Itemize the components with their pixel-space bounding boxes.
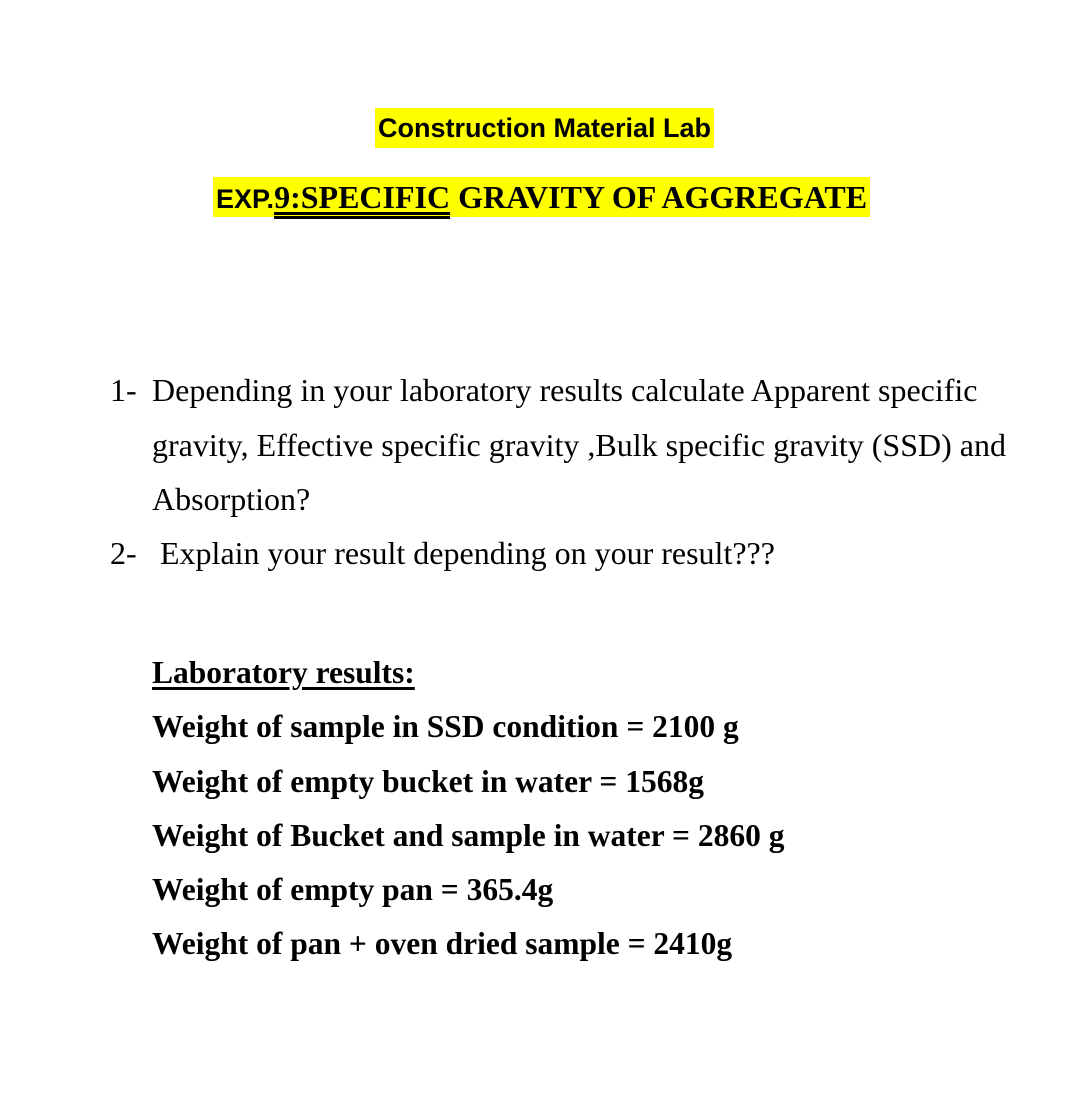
result-item: Weight of empty bucket in water = 1568g <box>152 763 704 799</box>
question-line: gravity, Effective specific gravity ,Bulk specific gravity (SSD) and <box>152 427 1006 463</box>
question-line: Absorption? <box>152 481 311 517</box>
results-heading: Laboratory results: <box>152 655 415 690</box>
experiment-number: 9:SPECIFIC <box>274 179 451 215</box>
question-number: 2- <box>110 535 137 571</box>
result-item: Weight of pan + oven dried sample = 2410g <box>152 926 733 962</box>
result-item: Weight of sample in SSD condition = 2100 g <box>152 709 739 745</box>
experiment-name: GRAVITY OF AGGREGATE <box>450 179 868 215</box>
result-item: Weight of Bucket and sample in water = 2860 g <box>152 817 785 853</box>
question-line: Explain your result depending on your result??? <box>152 535 775 571</box>
experiment-title <box>213 177 870 217</box>
question-line: Depending in your laboratory results calculate Apparent specific <box>152 372 978 408</box>
experiment-prefix: EXP. <box>216 184 275 214</box>
laboratory-results <box>152 646 785 972</box>
lab-title: Construction Material Lab <box>375 108 714 148</box>
result-item: Weight of empty pan = 365.4g <box>152 872 554 908</box>
question-number: 1- <box>110 372 137 408</box>
